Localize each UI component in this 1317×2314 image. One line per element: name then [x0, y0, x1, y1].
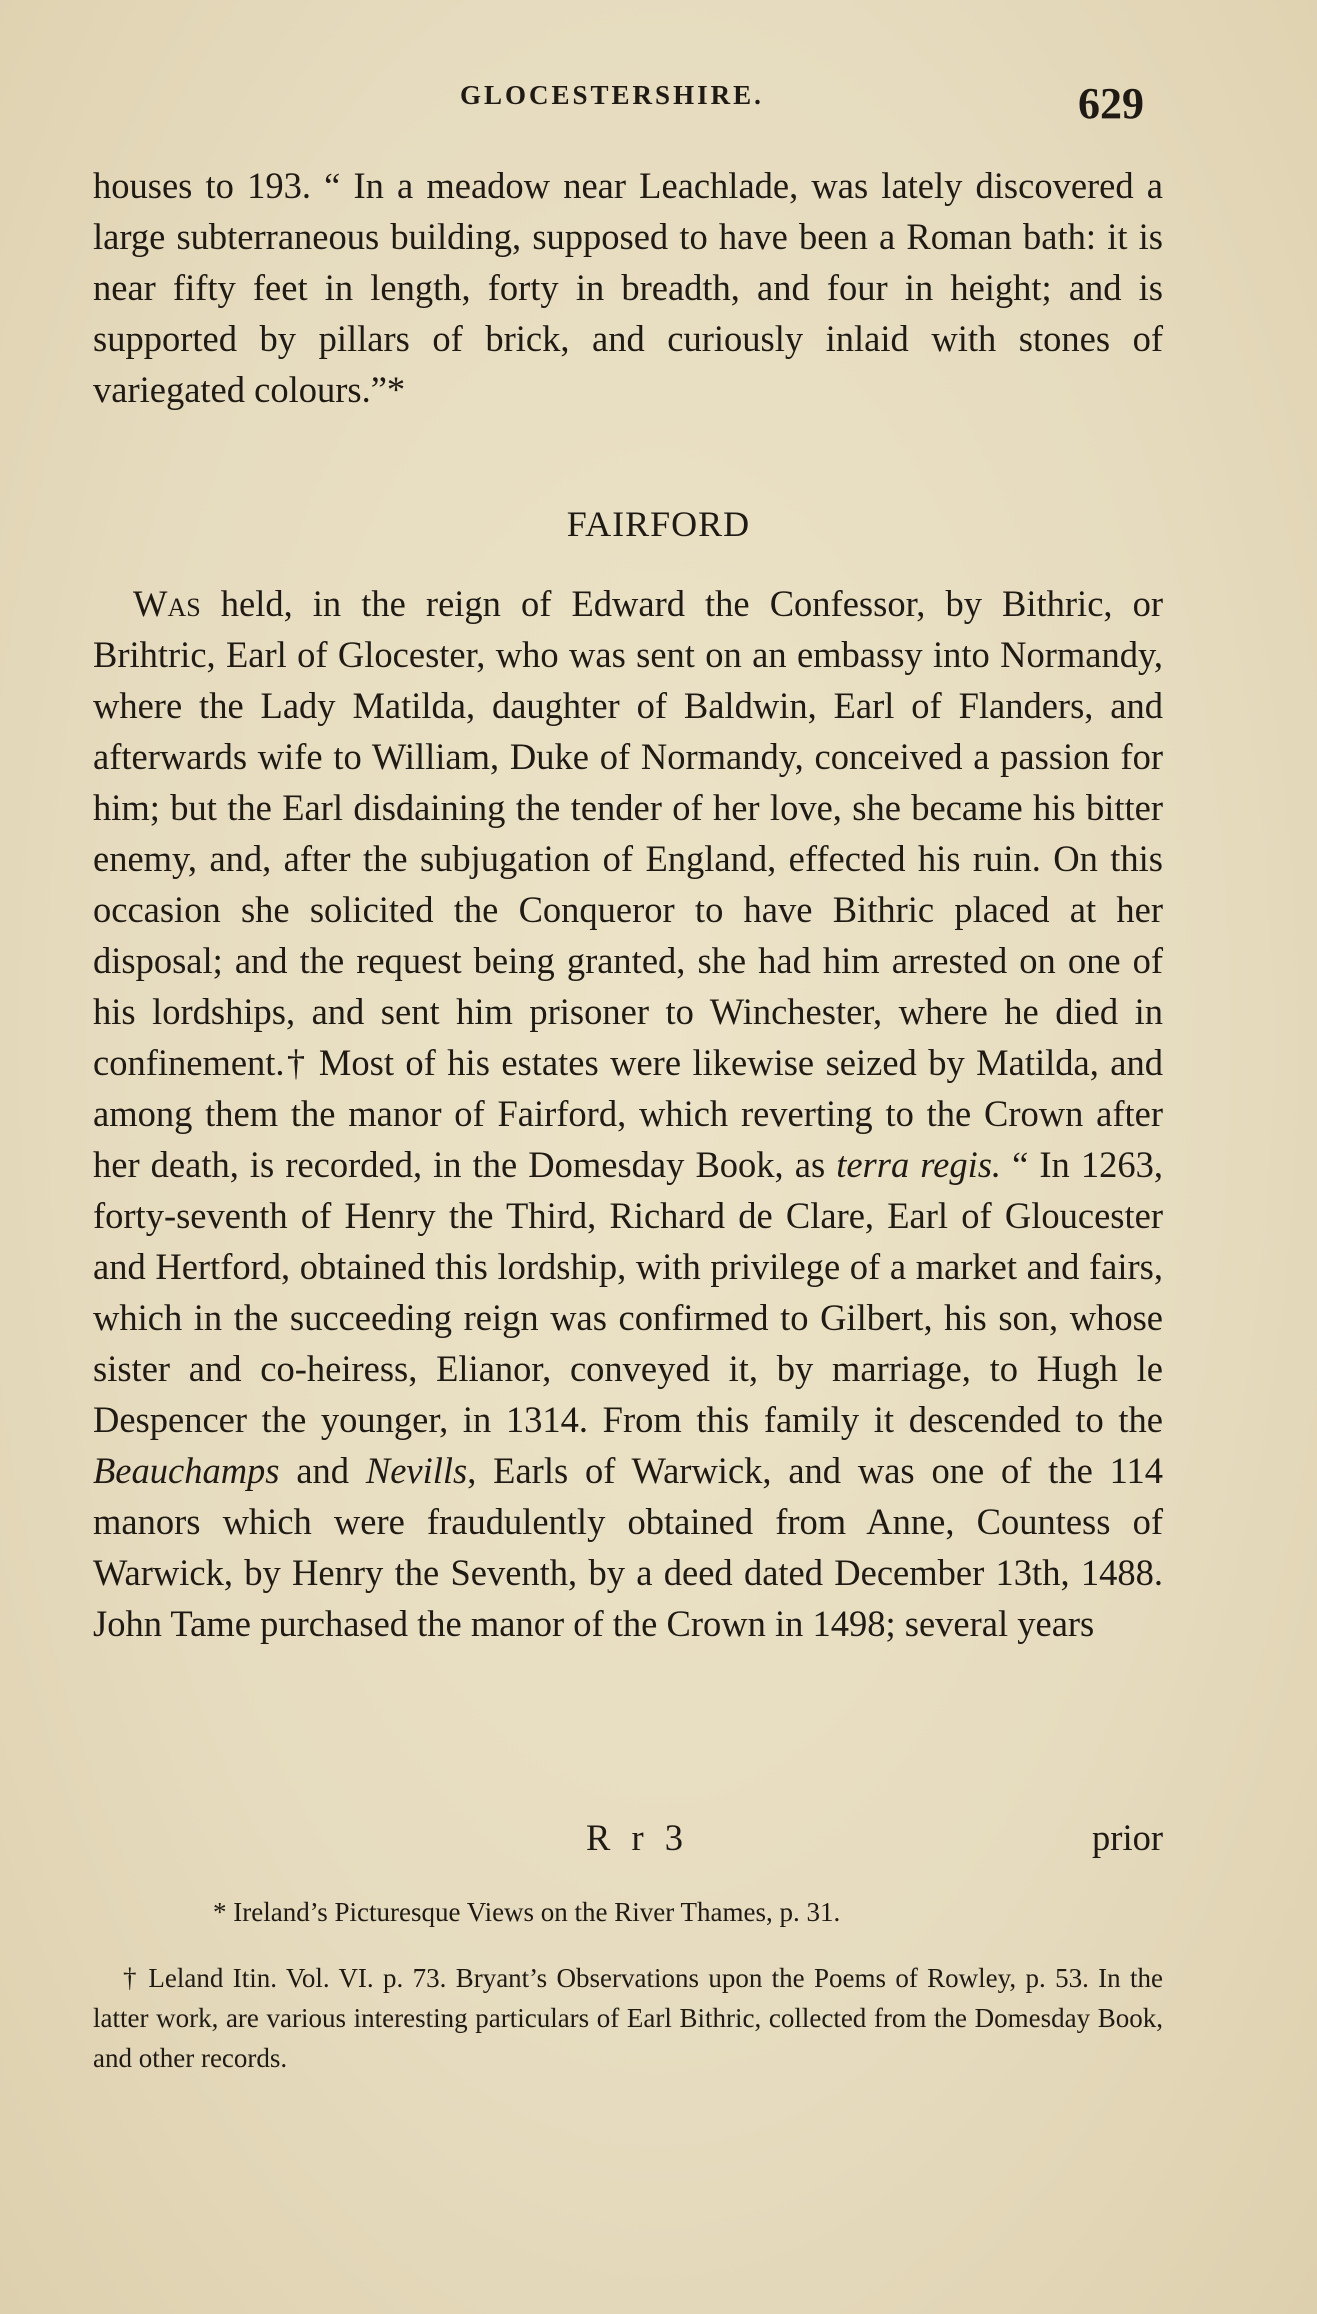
page-foot-line — [93, 1812, 1163, 1863]
catchword: prior — [1092, 1817, 1163, 1858]
intro-paragraph: houses to 193. “ In a meadow near Leachlade, was lately discovered a large subterraneous building, supposed to have been a Roman bath: it is near fifty feet in length, forty in breadth, and four in height; and is supported by pillars of brick, and curiously inlaid with stones of variegated colours.”* — [93, 165, 1163, 410]
italic-nevills: Nevills — [365, 1450, 468, 1491]
drop-word: Was — [133, 583, 201, 624]
footnote-2: † Leland Itin. Vol. VI. p. 73. Bryant’s Observations upon the Poems of Rowley, p. 53. In the latter work, are various interesting particulars of Earl Bithric, collected from the Domesday Book, and other records. — [93, 1963, 1163, 2073]
section-title: FAIRFORD — [566, 504, 751, 544]
paragraph-text-b: “ In 1263, forty-seventh of Henry the Third, Richard de Clare, Earl of Gloucester and Hertford, obtained this lordship, with privilege of a market and fairs, which in the succeeding reign was confirmed to Gilbert, his son, whose sister and co-heiress, Elianor, conveyed it, by marriage, to Hugh le Despencer the younger, in 1314. From this family it descended to the — [93, 1144, 1163, 1440]
running-head: GLOCESTERSHIRE. — [460, 80, 764, 110]
fairford-paragraph — [93, 578, 1163, 1649]
italic-terra-regis: terra regis. — [836, 1144, 1002, 1185]
paragraph-text-a: held, in the reign of Edward the Confessor, by Bithric, or Brihtric, Earl of Glocester, who was sent on an embassy into Normandy, where the Lady Matilda, daughter of Baldwin, Earl of Flanders, and afterwards wife to William, Duke of Normandy, conceived a passion for him; but the Earl disdaining the tender of her love, she became his bitter enemy, and, after the subjugation of England, effected his ruin. On this occasion she solicited the Conqueror to have Bithric placed at her disposal; and the request being granted, she had him arrested on one of his lordships, and sent him prisoner to Winchester, where he died in confinement.† Most of his estates were likewise seized by Matilda, and among them the manor of Fairford, which reverting to the Crown after her death, is recorded, in the Domesday Book, as — [93, 583, 1163, 1185]
footnote-1: * Ireland’s Picturesque Views on the River Thames, p. 31. — [213, 1897, 841, 1927]
page-number: 629 — [1078, 79, 1144, 128]
paragraph-text-c: and — [279, 1450, 366, 1491]
signature-mark: R r 3 — [586, 1817, 689, 1858]
paragraph-text-d: , Earls of Warwick, and was one of the 114 manors which were fraudulently obtained from Anne, Countess of Warwick, by Henry the Seventh, by a deed dated December 13th, 1488. John Tame purchased the manor of the Crown in 1498; several years — [93, 1450, 1163, 1644]
italic-beauchamps: Beauchamps — [93, 1450, 280, 1491]
